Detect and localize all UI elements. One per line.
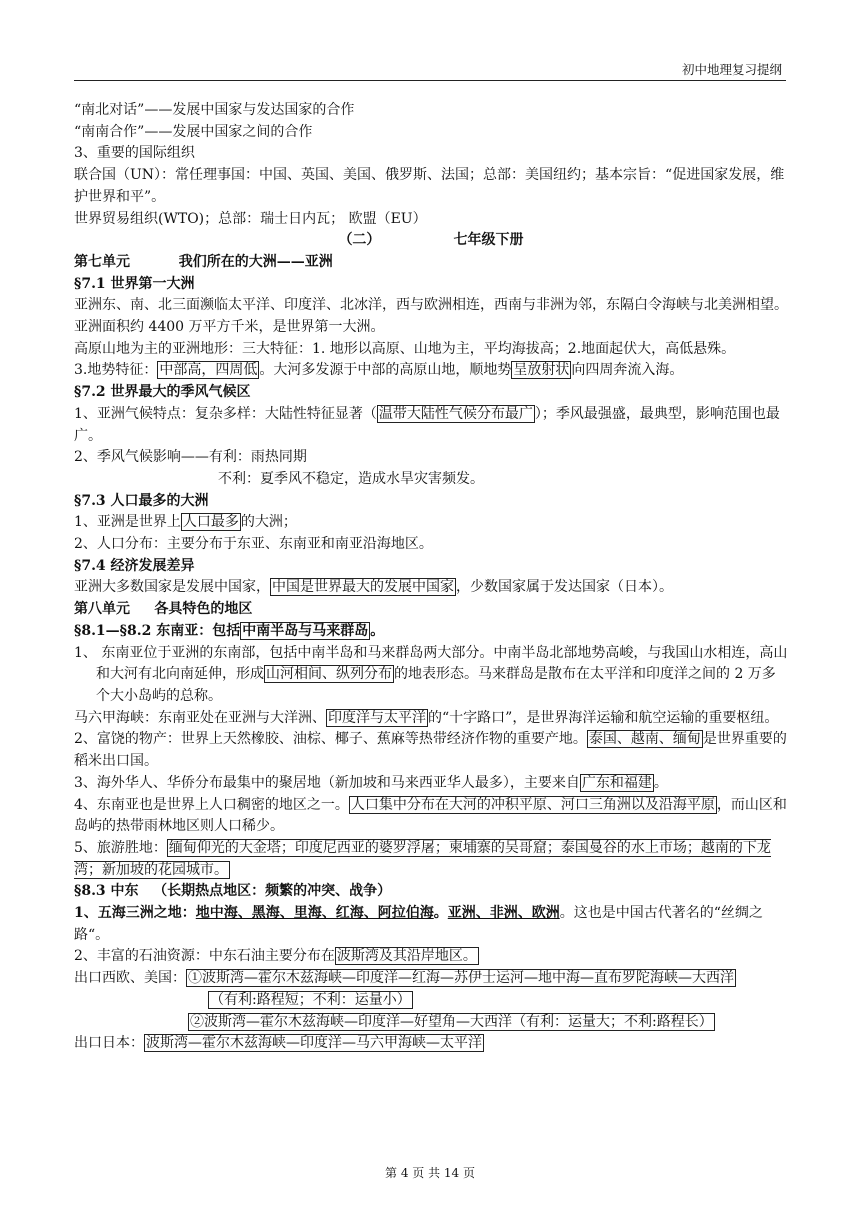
section-heading: §7.3 人口最多的大洲: [74, 492, 209, 509]
text-span: 1、亚洲气候特点：复杂多样：大陆性特征显著（: [74, 405, 377, 422]
boxed-key-term: 印度洋与太平洋: [328, 709, 426, 726]
text-line: [74, 360, 788, 382]
section-heading: §8.3 中东 （长期热点地区：频繁的冲突、战争）: [74, 883, 392, 900]
text-line: 不利：夏季风不稳定，造成水旱灾害频发。: [218, 470, 484, 487]
boxed-route: ①波斯湾—霍尔木兹海峡—印度洋—红海—苏伊士运河—地中海—直布罗陀海峡—大西洋: [188, 970, 734, 987]
boxed-key-term: 中国是世界最大的发展中国家: [272, 579, 454, 596]
text-span: 1、亚洲是世界上: [74, 514, 181, 531]
header-title: 初中地理复习提纲: [681, 62, 782, 77]
boxed-key-term: 山河相间、纵列分布: [266, 666, 392, 683]
text-line: [74, 708, 788, 730]
boxed-key-term: 中南半岛与马来群岛: [242, 622, 369, 639]
text-line: [74, 946, 788, 968]
text-span: §8.1—§8.2 东南亚：包括: [74, 622, 241, 639]
text-line: [74, 838, 788, 881]
text-span: 的地表形态。马来群岛是散布在太平洋和印度洋之间的 2 万多个大小岛屿的总称。: [96, 666, 776, 704]
text-span: ，而山区和岛屿的热带雨林地区则人口稀少。: [74, 796, 787, 835]
text-line: 联合国（UN）：常任理事国：中国、英国、美国、俄罗斯、法国；总部：美国纽约；基本宗旨：“促进国家发展，维护世界和平”。: [74, 167, 785, 205]
text-line: 高原山地为主的亚洲地形：三大特征：1. 地形以高原、山地为主，平均海拔高；2.地面起伏大，高低悬殊。: [74, 340, 736, 357]
text-span: 4、东南亚也是世界上人口稠密的地区之一。: [74, 796, 349, 813]
boxed-key-term: 人口集中分布在大河的冲积平原、河口三角洲以及沿海平原: [350, 796, 715, 813]
text-line: 2、人口分布：主要分布于东亚、东南亚和南亚沿海地区。: [74, 536, 433, 553]
boxed-key-term: 广东和福建: [581, 774, 652, 791]
text-line: [74, 729, 788, 772]
page-footer: 第 4 页 共 14 页: [385, 1166, 475, 1180]
text-span: 。大河多发源于中部的高原山地，顺地势: [259, 362, 512, 379]
text-span: 的“十字路口”，是世界海洋运输和航空运输的重要枢纽。: [428, 709, 779, 726]
text-span: 出口西欧、美国：: [74, 970, 186, 987]
text-line: “南南合作”——发展中国家之间的合作: [74, 123, 313, 140]
unit-heading: 第七单元 我们所在的大洲——亚洲: [74, 253, 333, 270]
text-line: [74, 990, 788, 1012]
section-heading: [74, 621, 788, 643]
page-header: [74, 58, 786, 81]
text-span: ）；季风最强盛，最典型，影响范围也最广。: [74, 405, 780, 444]
unit-heading: 第八单元 各具特色的地区: [74, 601, 253, 618]
text-line: [74, 1033, 788, 1055]
text-span: 亚洲大多数国家是发展中国家，: [74, 579, 270, 596]
text-span: 是世界重要的稻米出口国。: [74, 731, 787, 770]
text-span: 1、五海三洲之地：: [74, 905, 196, 922]
text-line: [74, 795, 788, 838]
text-span: 。: [370, 622, 385, 639]
boxed-key-term: 人口最多: [182, 514, 239, 531]
text-span: 出口日本：: [74, 1035, 144, 1052]
text-line: 亚洲东、南、北三面濒临太平洋、印度洋、北冰洋，西与欧洲相连，西南与非洲为邻，东隔白令海峡与北美洲相望。亚洲面积约 4400 万平方千米，是世界第一大洲。: [74, 297, 788, 336]
boxed-key-term: 缅甸仰光的大金塔；印度尼西亚的婆罗浮屠；柬埔寨的吴哥窟；泰国曼谷的水上市场；越南的下龙湾；新加坡的花园城市。: [74, 839, 771, 878]
text-line: [74, 577, 788, 599]
boxed-key-term: 波斯湾及其沿岸地区。: [336, 948, 477, 965]
text-line: [74, 404, 788, 447]
text-span: 5、旅游胜地：: [74, 839, 167, 856]
text-line: [74, 903, 788, 946]
text-span: 。: [653, 774, 668, 791]
section-heading: （二） 七年级下册: [338, 232, 524, 249]
text-span: 马六甲海峡：东南亚处在亚洲与大洋洲、: [74, 709, 326, 726]
text-line: 3、重要的国际组织: [74, 145, 195, 162]
text-span: 2、丰富的石油资源：中东石油主要分布在: [74, 948, 335, 965]
boxed-route: 波斯湾—霍尔木兹海峡—印度洋—马六甲海峡—太平洋: [146, 1035, 482, 1052]
boxed-route: ②波斯湾—霍尔木兹海峡—印度洋—好望角—大西洋（有利：运量大；不利:路程长）: [190, 1013, 713, 1030]
text-line: [74, 643, 788, 708]
boxed-key-term: 呈放射状: [513, 362, 570, 379]
boxed-key-term: 温带大陆性气候分布最广: [378, 405, 533, 422]
text-line: [74, 1012, 788, 1034]
text-span: 向四周奔流入海。: [571, 362, 684, 379]
underlined-key-term: 亚洲、非洲、欧洲: [447, 905, 560, 922]
text-line: 世界贸易组织(WTO)；总部：瑞士日内瓦； 欧盟（EU）: [74, 210, 427, 227]
text-span: 。: [433, 905, 448, 922]
boxed-route-note: （有利:路程短；不利：运量小）: [210, 991, 411, 1008]
text-span: 的大洲；: [240, 514, 297, 531]
text-line: [74, 968, 788, 990]
text-span: 。这也是中国古代著名的“丝绸之路“。: [74, 905, 763, 943]
underlined-key-term: 地中海、黑海、里海、红海、阿拉伯海: [195, 905, 434, 922]
section-heading: §7.1 世界第一大洲: [74, 275, 195, 292]
section-heading: §7.2 世界最大的季风气候区: [74, 384, 251, 401]
boxed-key-term: 中部高，四周低: [159, 362, 258, 379]
boxed-key-term: 泰国、越南、缅甸: [588, 731, 701, 748]
text-span: 2、富饶的物产：世界上天然橡胶、油棕、椰子、蕉麻等热带经济作物的重要产地。: [74, 731, 587, 748]
section-heading: §7.4 经济发展差异: [74, 557, 195, 574]
text-line: “南北对话”——发展中国家与发达国家的合作: [74, 102, 355, 118]
text-span: 1、 东南亚位于亚洲的东南部，包括中南半岛和马来群岛两大部分。中南半岛北部地势高峻，与我国山水相连，高山和大河有北向南延伸，形成: [74, 644, 788, 683]
text-span: ，少数国家属于发达国家（日本）。: [456, 579, 673, 596]
text-span: 3.地势特征：: [74, 362, 158, 379]
document-body: [74, 100, 788, 1055]
text-span: 3、海外华人、华侨分布最集中的聚居地（新加坡和马来西亚华人最多），主要来自: [74, 774, 580, 791]
text-line: [74, 512, 788, 534]
text-line: [74, 773, 788, 795]
text-line: 2、季风气候影响——有利：雨热同期: [74, 449, 307, 466]
